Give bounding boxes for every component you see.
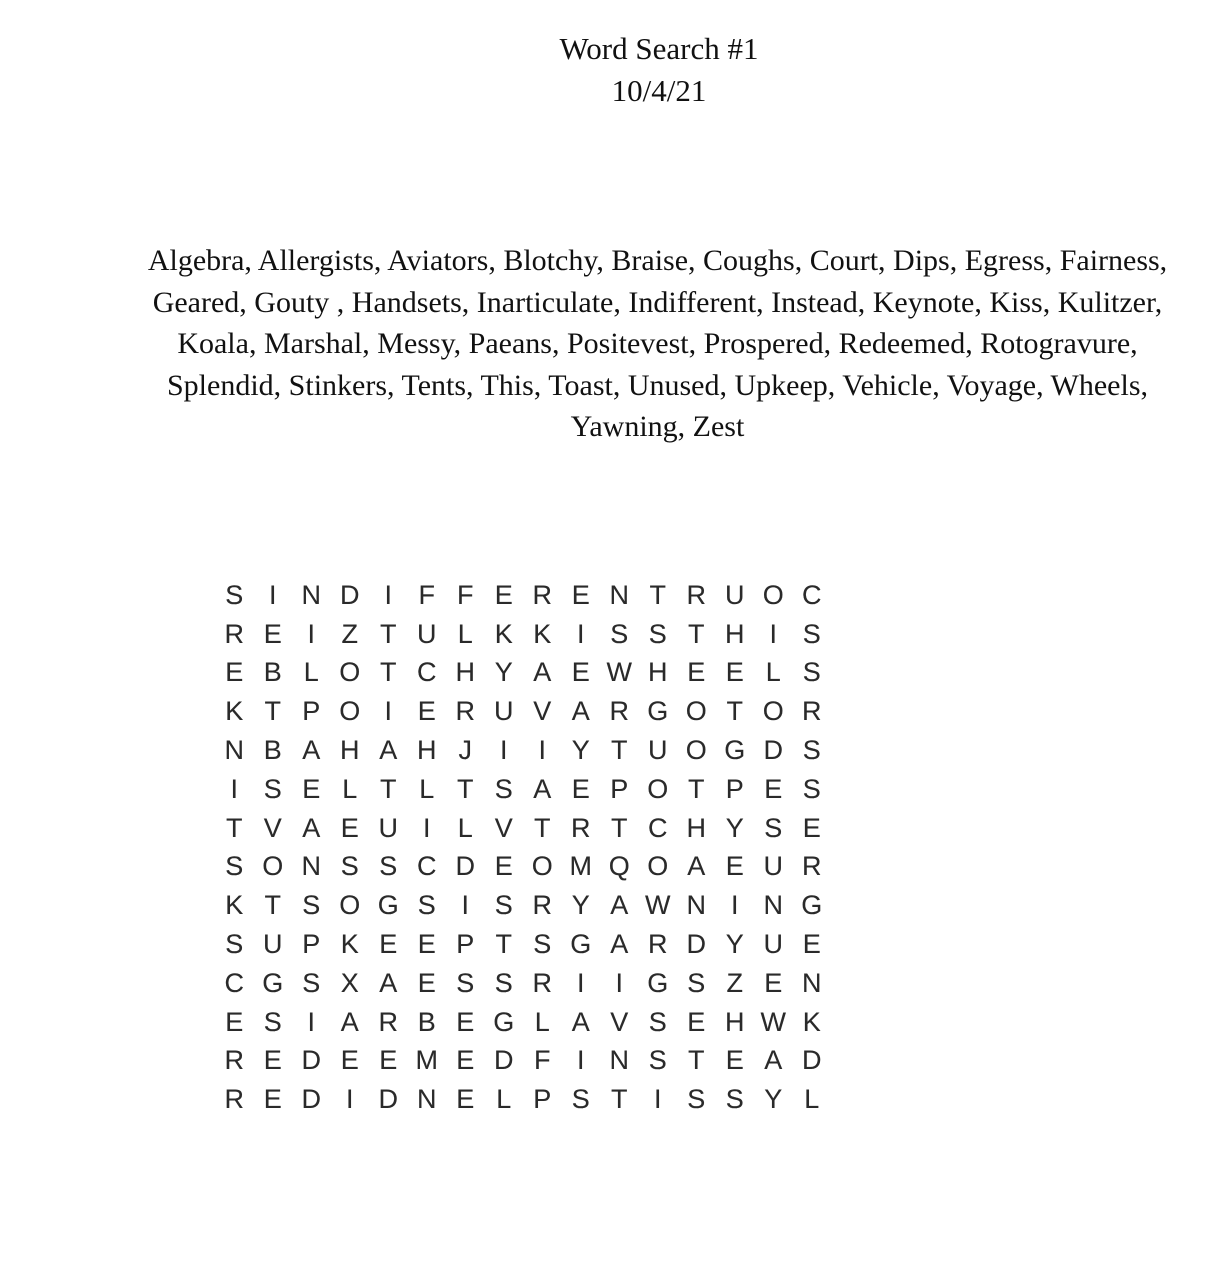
grid-cell: S [571, 1084, 590, 1115]
grid-row [215, 692, 831, 731]
grid-cell: G [262, 967, 284, 998]
grid-cell: S [533, 929, 552, 960]
grid-cell: E [802, 812, 821, 843]
grid-cell: E [725, 657, 744, 688]
grid-cell: X [340, 967, 359, 998]
grid-cell: C [648, 812, 668, 843]
grid-cell: N [301, 851, 321, 882]
grid-cell: T [611, 1084, 628, 1115]
grid-cell: I [653, 1084, 662, 1115]
grid-cell: E [340, 812, 359, 843]
grid-cell: I [384, 579, 392, 610]
grid-cell: I [576, 1045, 585, 1076]
grid-cell: R [224, 1084, 244, 1115]
grid-cell: S [610, 618, 629, 649]
grid-row [215, 964, 831, 1003]
grid-cell: V [610, 1006, 629, 1037]
grid-cell: U [417, 618, 437, 649]
grid-cell: D [378, 1084, 398, 1115]
grid-cell: D [340, 579, 360, 610]
grid-cell: P [302, 929, 321, 960]
grid-cell: V [263, 812, 282, 843]
grid-cell: A [379, 735, 398, 766]
grid-cell: L [765, 657, 781, 688]
grid-cell: H [686, 812, 706, 843]
grid-cell: N [301, 579, 321, 610]
grid-cell: G [493, 1006, 515, 1037]
grid-cell: Y [725, 929, 744, 960]
grid-cell: O [339, 657, 361, 688]
grid-cell: O [647, 851, 669, 882]
grid-cell: U [263, 929, 283, 960]
grid-cell: K [340, 929, 359, 960]
grid-cell: A [533, 657, 552, 688]
grid-cell: E [340, 1045, 359, 1076]
grid-cell: E [764, 967, 783, 998]
grid-cell: S [225, 579, 244, 610]
grid-cell: S [494, 967, 513, 998]
grid-cell: L [496, 1084, 512, 1115]
grid-cell: N [609, 1045, 629, 1076]
grid-cell: I [307, 618, 315, 649]
word-list-line: Yawning, Zest [570, 410, 745, 443]
grid-cell: T [688, 618, 705, 649]
grid-cell: T [611, 735, 628, 766]
grid-cell: E [302, 773, 321, 804]
grid-cell: L [419, 773, 435, 804]
grid-cell: G [570, 929, 592, 960]
grid-cell: E [456, 1006, 475, 1037]
grid-cell: L [804, 1084, 820, 1115]
grid-cell: S [725, 1084, 744, 1115]
grid-cell: E [687, 657, 706, 688]
grid-cell: A [610, 890, 629, 921]
grid-cell: A [687, 851, 706, 882]
grid-cell: N [802, 967, 822, 998]
grid-cell: I [576, 967, 585, 998]
grid-cell: E [687, 1006, 706, 1037]
grid-cell: R [455, 696, 475, 727]
letter-grid [215, 576, 831, 1119]
grid-cell: P [533, 1084, 552, 1115]
grid-cell: R [686, 579, 706, 610]
grid-cell: D [494, 1045, 514, 1076]
grid-cell: T [264, 696, 281, 727]
grid-cell: T [611, 812, 628, 843]
grid-cell: N [417, 1084, 437, 1115]
grid-cell: E [263, 1084, 282, 1115]
grid-cell: I [730, 890, 739, 921]
grid-cell: G [647, 967, 669, 998]
grid-cell: A [571, 1006, 590, 1037]
grid-cell: K [802, 1006, 821, 1037]
page-date: 10/4/21 [611, 73, 707, 108]
grid-cell: E [379, 929, 398, 960]
grid-cell: A [302, 735, 321, 766]
grid-cell: B [263, 657, 282, 688]
grid-row [215, 925, 831, 964]
grid-cell: I [499, 735, 508, 766]
grid-cell: S [802, 618, 821, 649]
grid-cell: E [725, 1045, 744, 1076]
grid-row [215, 848, 831, 887]
grid-cell: E [571, 773, 590, 804]
grid-cell: P [456, 929, 475, 960]
grid-cell: E [417, 929, 436, 960]
grid-row [215, 576, 831, 615]
grid-cell: H [725, 618, 745, 649]
grid-cell: O [647, 773, 669, 804]
grid-cell: Y [764, 1084, 783, 1115]
grid-cell: S [379, 851, 398, 882]
grid-cell: S [687, 1084, 706, 1115]
grid-cell: E [225, 1006, 244, 1037]
grid-cell: F [418, 579, 435, 610]
grid-cell: Y [494, 657, 513, 688]
word-list-line: Koala, Marshal, Messy, Paeans, Positevest, Prospered, Redeemed, Rotogravure, [177, 327, 1138, 360]
grid-cell: Y [725, 812, 744, 843]
grid-cell: S [802, 657, 821, 688]
grid-cell: R [532, 579, 552, 610]
grid-cell: A [571, 696, 590, 727]
grid-cell: A [610, 929, 629, 960]
grid-cell: H [648, 657, 668, 688]
grid-cell: K [494, 618, 513, 649]
grid-cell: N [686, 890, 706, 921]
grid-cell: P [725, 773, 744, 804]
grid-cell: W [760, 1006, 786, 1037]
grid-cell: I [307, 1006, 315, 1037]
grid-cell: R [609, 696, 629, 727]
grid-cell: C [417, 851, 437, 882]
grid-cell: E [417, 696, 436, 727]
grid-cell: R [571, 812, 591, 843]
grid-cell: A [302, 812, 321, 843]
grid-cell: T [380, 773, 397, 804]
grid-cell: H [725, 1006, 745, 1037]
grid-cell: S [802, 735, 821, 766]
grid-cell: K [225, 890, 244, 921]
grid-cell: U [648, 735, 668, 766]
grid-cell: S [648, 618, 667, 649]
grid-cell: R [532, 890, 552, 921]
grid-cell: O [531, 851, 553, 882]
grid-row [215, 731, 831, 770]
grid-cell: U [725, 579, 745, 610]
grid-cell: L [457, 812, 473, 843]
grid-cell: Y [571, 735, 590, 766]
word-list-line: Geared, Gouty , Handsets, Inarticulate, Indifferent, Instead, Keynote, Kiss, Kulitzer, [152, 285, 1163, 319]
grid-cell: S [417, 890, 436, 921]
grid-cell: S [263, 1006, 282, 1037]
grid-cell: S [494, 890, 513, 921]
grid-cell: I [769, 618, 777, 649]
grid-cell: R [378, 1006, 398, 1037]
grid-cell: E [725, 851, 744, 882]
grid-cell: K [225, 696, 244, 727]
grid-cell: S [802, 773, 821, 804]
grid-cell: P [610, 773, 629, 804]
grid-cell: U [378, 812, 398, 843]
grid-cell: E [379, 1045, 398, 1076]
grid-cell: E [571, 579, 590, 610]
word-list [105, 240, 1210, 448]
grid-cell: O [339, 696, 361, 727]
grid-cell: C [802, 579, 822, 610]
grid-cell: S [764, 812, 783, 843]
grid-cell: N [609, 579, 629, 610]
grid-cell: V [533, 696, 552, 727]
grid-cell: N [224, 735, 244, 766]
grid-cell: B [417, 1006, 436, 1037]
grid-cell: L [342, 773, 358, 804]
grid-cell: M [415, 1045, 438, 1076]
grid-cell: N [763, 890, 783, 921]
grid-cell: L [457, 618, 473, 649]
grid-cell: I [230, 773, 238, 804]
grid-cell: Y [571, 890, 590, 921]
word-list-line: Splendid, Stinkers, Tents, This, Toast, Unused, Upkeep, Vehicle, Voyage, Wheels, [167, 368, 1148, 402]
grid-cell: A [764, 1045, 783, 1076]
grid-cell: Z [726, 967, 743, 998]
grid-cell: D [686, 929, 706, 960]
grid-cell: S [687, 967, 706, 998]
grid-cell: Q [608, 851, 630, 882]
grid-cell: G [801, 890, 823, 921]
grid-cell: T [534, 812, 551, 843]
grid-cell: T [380, 618, 397, 649]
grid-cell: G [647, 696, 669, 727]
grid-cell: E [263, 1045, 282, 1076]
grid-cell: T [457, 773, 474, 804]
grid-cell: E [456, 1084, 475, 1115]
grid-cell: D [301, 1045, 321, 1076]
grid-cell: E [764, 773, 783, 804]
grid-cell: L [534, 1006, 550, 1037]
grid-cell: M [569, 851, 592, 882]
grid-cell: P [302, 696, 321, 727]
grid-cell: I [422, 812, 431, 843]
grid-cell: S [225, 929, 244, 960]
grid-cell: T [726, 696, 743, 727]
grid-cell: A [533, 773, 552, 804]
grid-row [215, 1080, 831, 1119]
grid-cell: E [417, 967, 436, 998]
grid-cell: S [648, 1045, 667, 1076]
grid-cell: R [532, 967, 552, 998]
grid-cell: O [762, 696, 784, 727]
word-list-line: Algebra, Allergists, Aviators, Blotchy, Braise, Coughs, Court, Dips, Egress, Fairness, [147, 244, 1168, 277]
grid-cell: H [455, 657, 475, 688]
grid-cell: O [339, 890, 361, 921]
grid-cell: E [225, 657, 244, 688]
grid-cell: I [384, 696, 392, 727]
grid-row [215, 770, 831, 809]
grid-cell: E [494, 851, 513, 882]
grid-cell: S [263, 773, 282, 804]
grid-cell: S [340, 851, 359, 882]
grid-cell: S [225, 851, 244, 882]
grid-cell: S [648, 1006, 667, 1037]
grid-cell: S [302, 967, 321, 998]
grid-cell: S [456, 967, 475, 998]
grid-cell: I [268, 579, 277, 610]
grid-cell: K [533, 618, 552, 649]
grid-cell: I [461, 890, 469, 921]
grid-cell: T [380, 657, 397, 688]
grid-row [215, 886, 831, 925]
grid-cell: V [494, 812, 513, 843]
grid-cell: R [224, 618, 244, 649]
grid-cell: I [538, 735, 546, 766]
grid-cell: R [224, 1045, 244, 1076]
grid-cell: R [802, 851, 822, 882]
grid-cell: A [340, 1006, 359, 1037]
grid-cell: T [688, 1045, 705, 1076]
grid-cell: G [724, 735, 746, 766]
grid-cell: T [649, 579, 666, 610]
grid-cell: O [685, 696, 707, 727]
grid-cell: E [263, 618, 282, 649]
title-block [0, 28, 1215, 112]
grid-row [215, 615, 831, 654]
grid-cell: E [456, 1045, 475, 1076]
grid-cell: F [457, 579, 474, 610]
grid-cell: O [262, 851, 284, 882]
grid-cell: R [648, 929, 668, 960]
grid-cell: F [534, 1045, 551, 1076]
grid-cell: O [762, 579, 784, 610]
grid-cell: U [763, 851, 783, 882]
grid-cell: H [340, 735, 360, 766]
grid-row [215, 809, 831, 848]
grid-cell: E [494, 579, 513, 610]
grid-cell: T [226, 812, 243, 843]
grid-cell: I [576, 618, 585, 649]
grid-cell: C [224, 967, 244, 998]
grid-cell: D [802, 1045, 822, 1076]
grid-cell: I [615, 967, 623, 998]
grid-cell: R [802, 696, 822, 727]
grid-row [215, 1042, 831, 1081]
grid-cell: D [301, 1084, 321, 1115]
grid-row [215, 654, 831, 693]
grid-cell: S [494, 773, 513, 804]
grid-cell: J [458, 735, 472, 766]
grid-cell: A [379, 967, 398, 998]
grid-cell: T [495, 929, 512, 960]
grid-cell: U [494, 696, 514, 727]
grid-cell: I [345, 1084, 354, 1115]
grid-cell: T [264, 890, 281, 921]
grid-cell: E [571, 657, 590, 688]
grid-cell: D [763, 735, 783, 766]
page-title: Word Search #1 [559, 31, 759, 66]
grid-cell: H [417, 735, 437, 766]
grid-cell: C [417, 657, 437, 688]
grid-cell: W [606, 657, 632, 688]
grid-cell: E [802, 929, 821, 960]
grid-cell: Z [341, 618, 358, 649]
grid-cell: B [263, 735, 282, 766]
grid-cell: S [302, 890, 321, 921]
grid-cell: W [645, 890, 671, 921]
grid-row [215, 1003, 831, 1042]
grid-cell: U [763, 929, 783, 960]
grid-cell: O [685, 735, 707, 766]
grid-cell: L [303, 657, 319, 688]
grid-cell: G [377, 890, 399, 921]
grid-cell: D [455, 851, 475, 882]
grid-cell: T [688, 773, 705, 804]
